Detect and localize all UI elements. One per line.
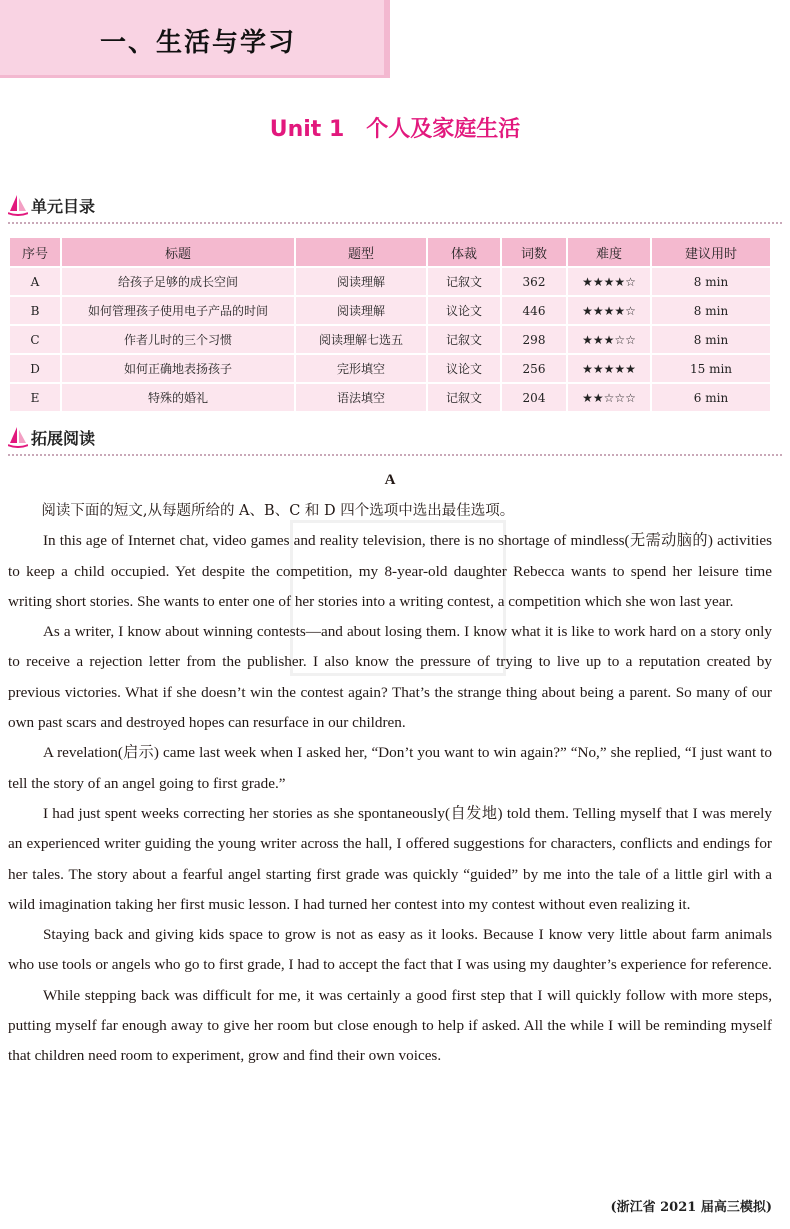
reading-passage	[8, 468, 772, 1072]
table-cell: ★★★★☆	[567, 296, 651, 325]
table-cell: 给孩子足够的成长空间	[61, 267, 295, 296]
passage-instruction: 阅读下面的短文,从每题所给的 A、B、C 和 D 四个选项中选出最佳选项。	[41, 503, 515, 519]
table-cell: 256	[501, 354, 567, 383]
table-cell: D	[9, 354, 61, 383]
table-cell: 8 min	[651, 296, 771, 325]
unit-title: Unit 1 个人及家庭生活	[269, 117, 521, 142]
section-toc-heading	[8, 192, 95, 218]
passage-paragraph: Staying back and giving kids space to grow is not as easy as it looks. Because I know very little about farm animals who use tools or angels who go to first grade, I had to accept the fact that I was using my daughter’s experience for reference.	[8, 926, 772, 974]
sail-icon	[8, 426, 28, 448]
table-cell: 8 min	[651, 267, 771, 296]
table-cell: E	[9, 383, 61, 412]
table-cell: ★★★★★	[567, 354, 651, 383]
table-cell: 8 min	[651, 325, 771, 354]
table-cell: 议论文	[427, 354, 501, 383]
section-toc-label: 单元目录	[31, 196, 96, 216]
table-row	[9, 267, 771, 296]
table-cell: 204	[501, 383, 567, 412]
table-cell: 298	[501, 325, 567, 354]
section-reading-label: 拓展阅读	[31, 428, 96, 448]
table-row	[9, 383, 771, 412]
table-cell: 特殊的婚礼	[61, 383, 295, 412]
passage-paragraph: A revelation(启示) came last week when I asked her, “Don’t you want to win again?” “No,” she replied, “I just want to tell the story of an angel going to first grade.”	[8, 744, 772, 792]
toc-header: 序号	[9, 237, 61, 267]
table-cell: ★★☆☆☆	[567, 383, 651, 412]
sail-icon	[8, 194, 28, 216]
table-cell: 15 min	[651, 354, 771, 383]
table-cell: 记叙文	[427, 267, 501, 296]
table-cell: 语法填空	[295, 383, 427, 412]
toc-header: 体裁	[427, 237, 501, 267]
table-cell: 作者儿时的三个习惯	[61, 325, 295, 354]
table-cell: 362	[501, 267, 567, 296]
table-cell: 如何管理孩子使用电子产品的时间	[61, 296, 295, 325]
table-cell: 记叙文	[427, 383, 501, 412]
section-reading-heading	[8, 424, 95, 450]
table-row	[9, 325, 771, 354]
table-row	[9, 354, 771, 383]
passage-paragraph: In this age of Internet chat, video games and reality television, there is no shortage of mindless(无需动脑的) activities to keep a child occupied. Yet despite the competition, my 8-year-old daughter Rebecca wants to spend her leisure time writing short stories. She wants to enter one of her stories into a writing contest, a competition which she won last year.	[8, 532, 772, 610]
passage-paragraph: I had just spent weeks correcting her stories as she spontaneously(自发地) told them. Telling myself that I was merely an experienced writer guiding the young writer across the hall, I offered suggestions for characters, conflicts and endings for her tales. The story about a fearful angel starting first grade was quickly “guided” by me into the tale of a little girl with a wild imagination taking her first music lesson. I had turned her contest into my contest without even realizing it.	[8, 804, 772, 913]
toc-header: 难度	[567, 237, 651, 267]
chapter-banner	[0, 0, 390, 78]
table-cell: 如何正确地表扬孩子	[61, 354, 295, 383]
table-cell: B	[9, 296, 61, 325]
toc-header: 词数	[501, 237, 567, 267]
table-cell: C	[9, 325, 61, 354]
table-row	[9, 296, 771, 325]
table-cell: 6 min	[651, 383, 771, 412]
chapter-title: 一、生活与学习	[100, 28, 297, 58]
table-cell: 阅读理解	[295, 267, 427, 296]
table-cell: 议论文	[427, 296, 501, 325]
toc-header-row	[9, 237, 771, 267]
table-cell: ★★★★☆	[567, 267, 651, 296]
passage-paragraph: While stepping back was difficult for me, it was certainly a good first step that I will quickly follow with more steps, putting myself far enough away to give her room but close enough to help if asked. All the while I will be reminding myself that children need room to experiment, grow and find their own voices.	[8, 986, 772, 1065]
table-cell: ★★★☆☆	[567, 325, 651, 354]
table-cell: 阅读理解七选五	[295, 325, 427, 354]
toc-table	[8, 236, 772, 413]
table-cell: 记叙文	[427, 325, 501, 354]
divider	[8, 222, 782, 224]
divider	[8, 454, 782, 456]
toc-header: 建议用时	[651, 237, 771, 267]
table-cell: A	[9, 267, 61, 296]
passage-source: (浙江省 2021 届高三模拟)	[610, 1200, 772, 1215]
table-cell: 完形填空	[295, 354, 427, 383]
passage-paragraph: As a writer, I know about winning contests—and about losing them. I know what it is like to work hard on a story only to receive a rejection letter from the publisher. I also know the pressure of trying to live up to a reputation created by previous victories. What if she doesn’t win the contest again? That’s the strange thing about being a parent. So many of our own past scars and destroyed hopes can resurface in our children.	[8, 623, 772, 732]
passage-letter: A	[384, 472, 396, 488]
table-cell: 446	[501, 296, 567, 325]
toc-header: 题型	[295, 237, 427, 267]
toc-header: 标题	[61, 237, 295, 267]
table-cell: 阅读理解	[295, 296, 427, 325]
